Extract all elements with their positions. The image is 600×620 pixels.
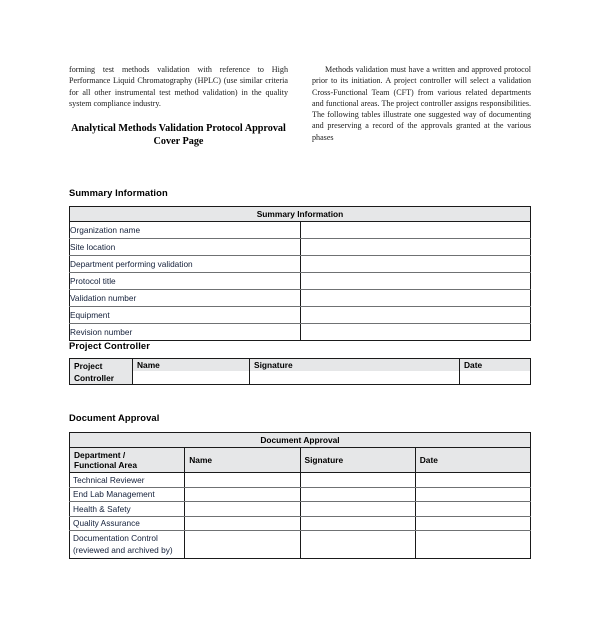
approval-area-documentation-control xyxy=(70,531,185,559)
row-label-organization-name: Organization name xyxy=(70,222,301,239)
table-row xyxy=(70,473,531,488)
table-row xyxy=(70,307,531,324)
column-header-name: Name xyxy=(133,359,249,371)
table-banner-row xyxy=(70,433,531,448)
table-header-row xyxy=(70,448,531,473)
row-value-site-location[interactable] xyxy=(300,239,531,256)
body-columns xyxy=(69,64,531,148)
column-header-date: Date xyxy=(415,448,530,473)
project-controller-signature-value[interactable] xyxy=(250,371,459,384)
column-header-department-functional-area xyxy=(70,448,185,473)
row-value-department-performing-validation[interactable] xyxy=(300,256,531,273)
project-controller-name-cell[interactable] xyxy=(133,359,250,385)
table-row xyxy=(70,324,531,341)
row-label-department-performing-validation: Department performing validation xyxy=(70,256,301,273)
approval-name-technical-reviewer[interactable] xyxy=(185,473,300,488)
section-heading-summary-information: Summary Information xyxy=(69,187,168,198)
row-value-equipment[interactable] xyxy=(300,307,531,324)
project-controller-table xyxy=(69,358,531,385)
row-value-validation-number[interactable] xyxy=(300,290,531,307)
left-column-paragraph: forming test methods validation with reference to High Performance Liquid Chromatography (HPLC) (use similar criteria for all other instrumental test method validation) in the quality system compliance industry. xyxy=(69,65,288,108)
approval-area-quality-assurance: Quality Assurance xyxy=(70,516,185,531)
approval-name-health-and-safety[interactable] xyxy=(185,502,300,517)
table-row xyxy=(70,359,531,385)
section-heading-project-controller: Project Controller xyxy=(69,340,150,351)
approval-name-quality-assurance[interactable] xyxy=(185,516,300,531)
table-row xyxy=(70,290,531,307)
project-controller-name-value[interactable] xyxy=(133,371,249,384)
column-header-department-line2: Functional Area xyxy=(74,460,137,470)
project-controller-date-value[interactable] xyxy=(460,371,530,384)
row-label-protocol-title: Protocol title xyxy=(70,273,301,290)
approval-signature-documentation-control[interactable] xyxy=(300,531,415,559)
table-row xyxy=(70,516,531,531)
approval-area-documentation-control-line2: (reviewed and archived by) xyxy=(73,544,173,555)
left-text-column xyxy=(69,64,288,148)
approval-date-health-and-safety[interactable] xyxy=(415,502,530,517)
approval-name-documentation-control[interactable] xyxy=(185,531,300,559)
approval-name-end-lab-management[interactable] xyxy=(185,487,300,502)
approval-date-documentation-control[interactable] xyxy=(415,531,530,559)
table-banner-row xyxy=(70,207,531,222)
approval-signature-end-lab-management[interactable] xyxy=(300,487,415,502)
approval-date-end-lab-management[interactable] xyxy=(415,487,530,502)
approval-table-banner: Document Approval xyxy=(70,433,531,448)
table-row xyxy=(70,256,531,273)
table-row xyxy=(70,531,531,559)
row-label-validation-number: Validation number xyxy=(70,290,301,307)
document-cover-title: Analytical Methods Validation Protocol Approval Cover Page xyxy=(71,123,286,148)
approval-date-technical-reviewer[interactable] xyxy=(415,473,530,488)
project-controller-signature-cell[interactable] xyxy=(250,359,460,385)
document-approval-table xyxy=(69,432,531,559)
row-label-revision-number: Revision number xyxy=(70,324,301,341)
approval-date-quality-assurance[interactable] xyxy=(415,516,530,531)
table-row xyxy=(70,239,531,256)
project-controller-label-line1: Project xyxy=(74,361,103,371)
table-row xyxy=(70,487,531,502)
column-header-date: Date xyxy=(460,359,530,371)
approval-signature-health-and-safety[interactable] xyxy=(300,502,415,517)
approval-area-documentation-control-line1: Documentation Control xyxy=(73,533,158,543)
approval-signature-technical-reviewer[interactable] xyxy=(300,473,415,488)
column-header-signature: Signature xyxy=(300,448,415,473)
row-label-site-location: Site location xyxy=(70,239,301,256)
column-header-signature: Signature xyxy=(250,359,459,371)
project-controller-row-label xyxy=(70,359,133,385)
approval-signature-quality-assurance[interactable] xyxy=(300,516,415,531)
row-value-revision-number[interactable] xyxy=(300,324,531,341)
table-row xyxy=(70,502,531,517)
approval-area-technical-reviewer: Technical Reviewer xyxy=(70,473,185,488)
section-heading-document-approval: Document Approval xyxy=(69,412,160,423)
table-row xyxy=(70,222,531,239)
approval-area-health-and-safety: Health & Safety xyxy=(70,502,185,517)
approval-area-end-lab-management: End Lab Management xyxy=(70,487,185,502)
summary-information-table xyxy=(69,206,531,341)
table-row xyxy=(70,273,531,290)
summary-table-banner: Summary Information xyxy=(70,207,531,222)
row-value-organization-name[interactable] xyxy=(300,222,531,239)
project-controller-label-line2: Controller xyxy=(74,372,115,383)
right-column-paragraph: Methods validation must have a written and approved protocol prior to its initiation. A project controller will select a validation Cross-Functional Team (CFT) from various related departments and functional areas. The project controller assigns responsibilities. The following tables illustrate one suggested way of documenting and preserving a record of the approvals granted at the various phases xyxy=(312,65,531,142)
project-controller-date-cell[interactable] xyxy=(460,359,531,385)
column-header-name: Name xyxy=(185,448,300,473)
column-header-department-line1: Department / xyxy=(74,449,126,460)
row-value-protocol-title[interactable] xyxy=(300,273,531,290)
row-label-equipment: Equipment xyxy=(70,307,301,324)
right-text-column xyxy=(312,64,531,148)
